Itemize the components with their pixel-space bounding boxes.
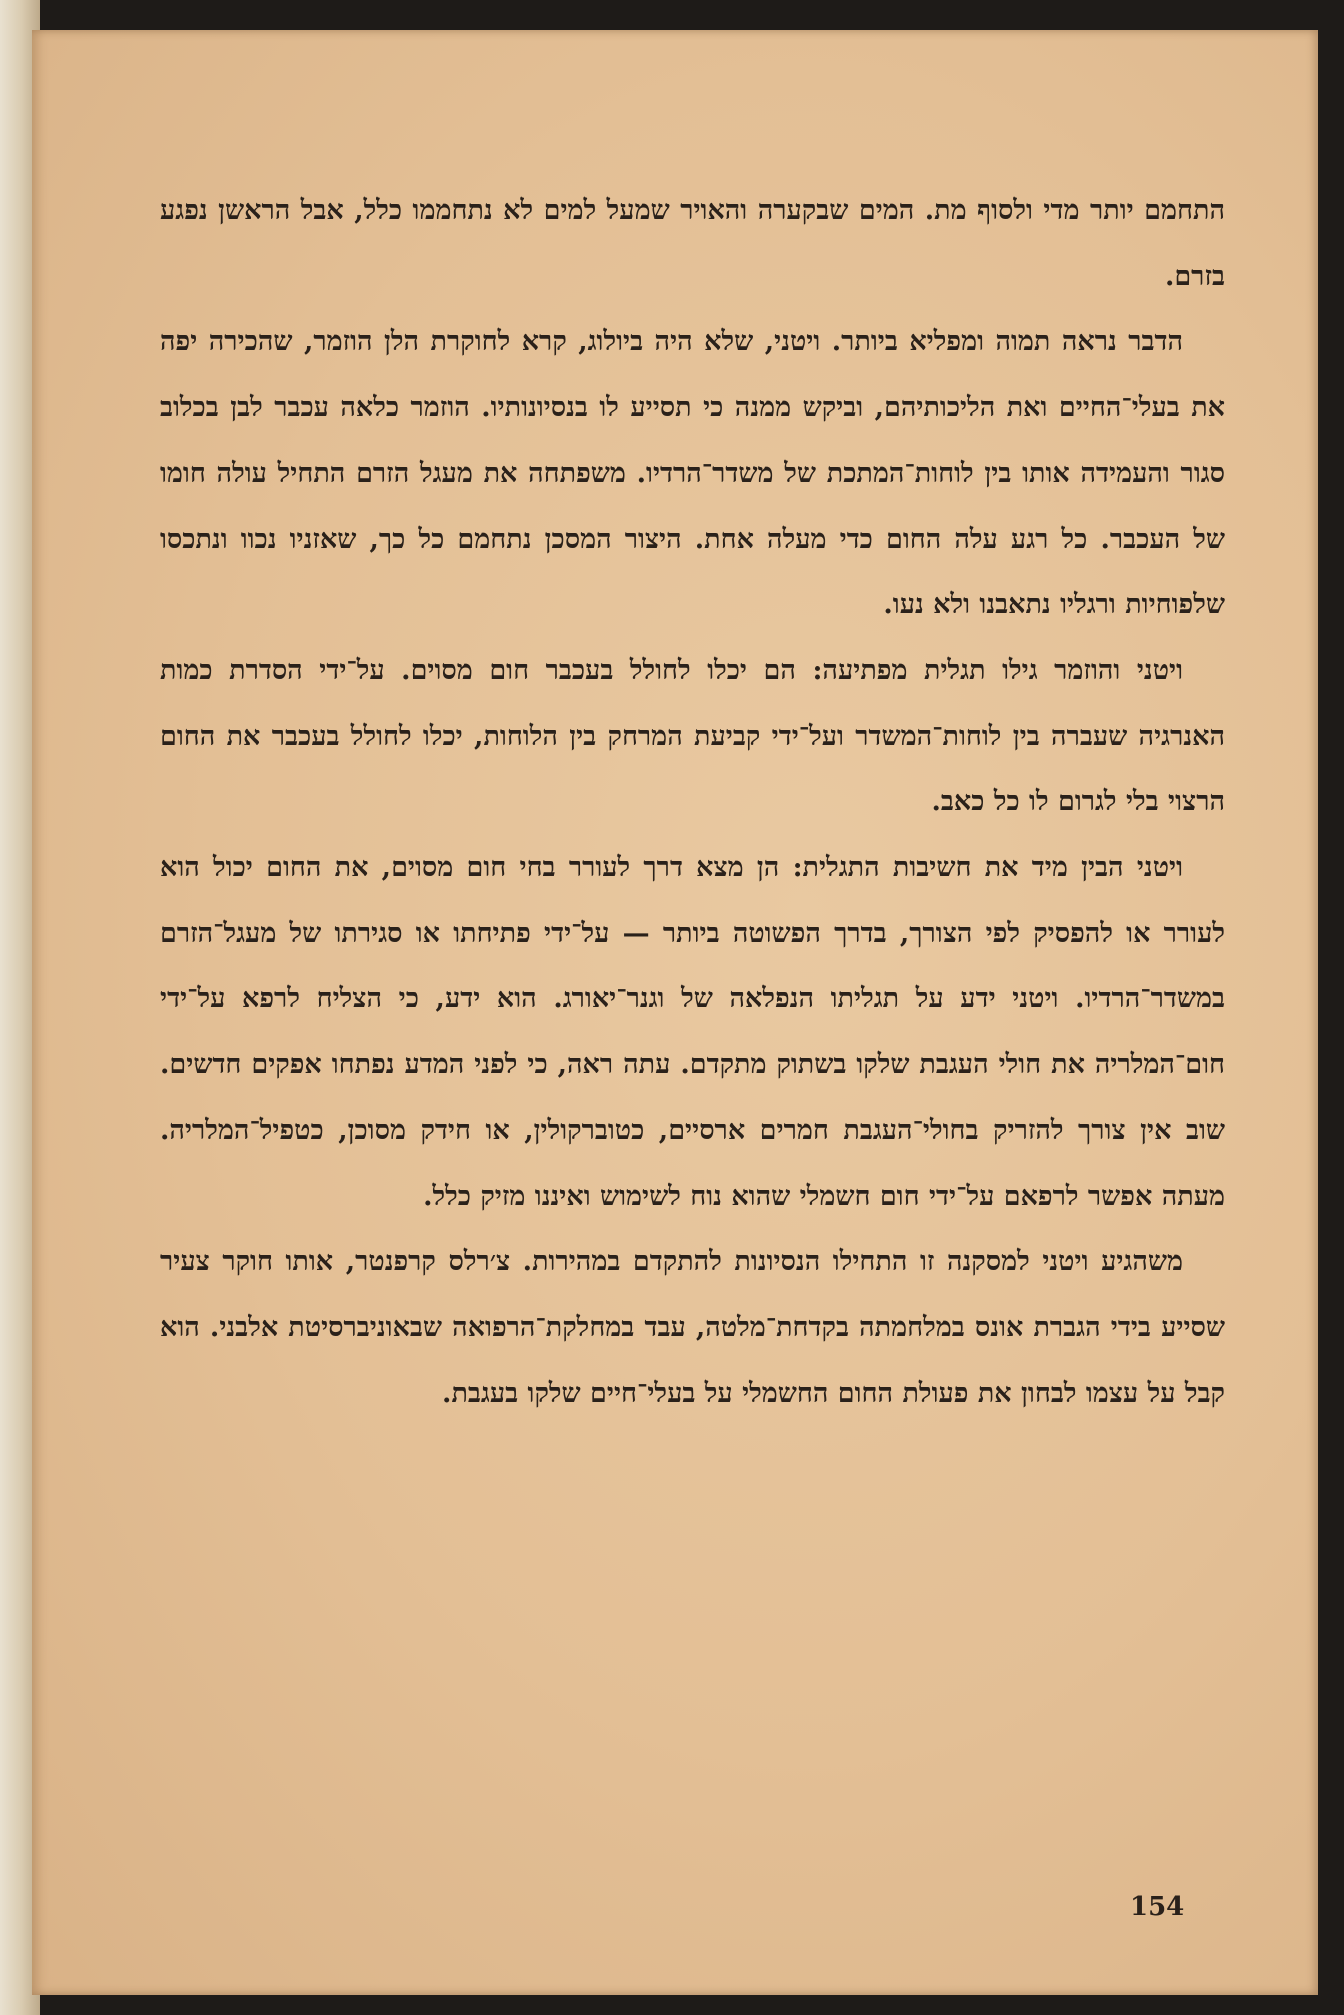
paragraph-4: ויטני הבין מיד את חשיבות התגלית: הן מצא דרך לעורר בחי חום מסוים, את החום יכול הוא לעורר או להפסיק לפי הצורך, בדרך הפשוטה ביותר — על־ידי פתיחתו או סגירתו של מעגל־הזרם במשדר־הרדיו. ויטני ידע על תגליתו הנפלאה של וגנר־יאורג. הוא ידע, כי הצליח לרפא על־ידי חום־המלריה את חולי העגבת שלקו בשתוק מתקדם. עתה ראה, כי לפני המדע נפתחו אפקים חדשים. שוב אין צורך להזריק בחולי־העגבת חמרים ארסיים, כטוברקולין, או חידק מסוכן, כטפיל־המלריה. מעתה אפשר לרפאם על־ידי חום חשמלי שהוא נוח לשימוש ואיננו מזיק כלל.: [160, 852, 1225, 1212]
paragraph-3: ויטני והוזמר גילו תגלית מפתיעה: הם יכלו לחולל בעכבר חום מסוים. על־ידי הסדרת כמות האנרגיה שעברה בין לוחות־המשדר ועל־ידי קביעת המרחק בין הלוחות, יכלו לחולל בעכבר את החום הרצוי בלי לגרום לו כל כאב.: [160, 654, 1225, 818]
body-text: [160, 178, 1225, 1426]
paragraph-1: התחמם יותר מדי ולסוף מת. המים שבקערה והאויר שמעל למים לא נתחממו כלל, אבל הראשן נפגע בזרם.: [160, 195, 1225, 292]
book-page: [32, 30, 1318, 1995]
page-number: 154: [1130, 1892, 1185, 1922]
paragraph-2: הדבר נראה תמוה ומפליא ביותר. ויטני, שלא היה ביולוג, קרא לחוקרת הלן הוזמר, שהכירה יפה את בעלי־החיים ואת הליכותיהם, וביקש ממנה כי תסייע לו בנסיונותיו. הוזמר כלאה עכבר לבן בכלוב סגור והעמידה אותו בין לוחות־המתכת של משדר־הרדיו. משפתחה את מעגל הזרם התחיל עולה חומו של העכבר. כל רגע עלה החום כדי מעלה אחת. היצור המסכן נתחמם כל כך, שאזניו נכוו ונתכסו שלפוחיות ורגליו נתאבנו ולא נעו.: [160, 326, 1225, 621]
paragraph-5: משהגיע ויטני למסקנה זו התחילו הנסיונות להתקדם במהירות. צ׳רלס קרפנטר, אותו חוקר צעיר שסייע בידי הגברת אונס במלחמתה בקדחת־מלטה, עבד במחלקת־הרפואה שבאוניברסיטת אלבני. הוא קבל על עצמו לבחון את פעולת החום החשמלי על בעלי־חיים שלקו בעגבת.: [160, 1246, 1225, 1409]
